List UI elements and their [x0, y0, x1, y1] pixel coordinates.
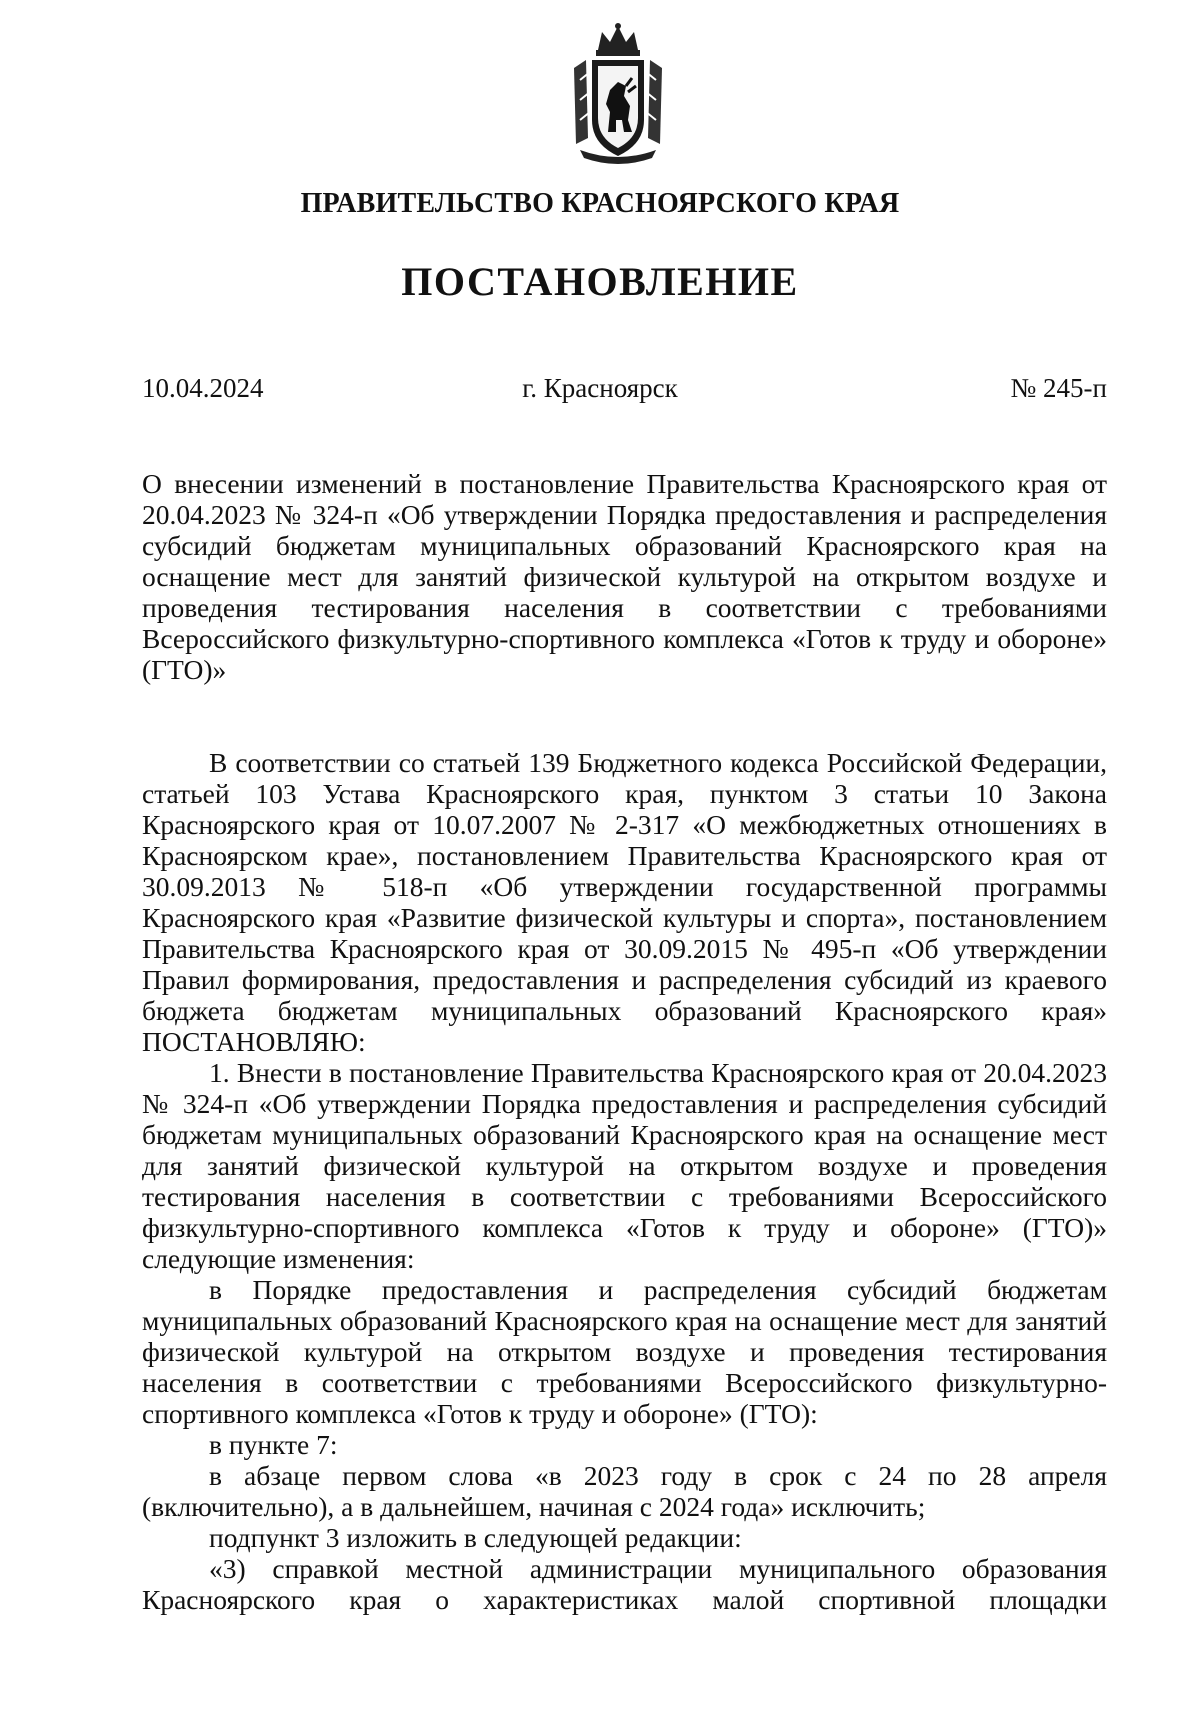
- document-date: 10.04.2024: [142, 373, 264, 403]
- document-number: № 245-п: [1010, 373, 1107, 403]
- preamble-paragraph: В соответствии со статьей 139 Бюджетного кодекса Российской Федерации, статьей 103 Устава Красноярского края, пунктом 3 статьи 10 Закона Красноярского края от 10.07.2007 № 2-317 «О межбюджетных отношениях в Красноярском крае», постановлением Правительства Красноярского края от 30.09.2013 № 518-п «Об утверждении государственной программы Красноярского края «Развитие физической культуры и спорта», постановлением Правительства Красноярского края от 30.09.2015 № 495-п «Об утверждении Правил формирования, предоставления и распределения субсидий из краевого бюджета бюджетам муниципальных образований Красноярского края» ПОСТАНОВЛЯЮ:: [142, 747, 1107, 1057]
- subitem-3-intro: подпункт 3 изложить в следующей редакции:: [209, 1522, 742, 1553]
- coat-of-arms-icon: [566, 20, 670, 164]
- clause-1-paragraph: 1. Внести в постановление Правительства Красноярского края от 20.04.2023 № 324-п «Об утверждении Порядка предоставления и распределения субсидий бюджетам муниципальных образований Красноярского края на оснащение мест для занятий физической культурой на открытом воздухе и проведения тестирования населения в соответствии с требованиями Всероссийского физкультурно-спортивного комплекса «Готов к труду и обороне» (ГТО)» следующие изменения:: [142, 1057, 1107, 1274]
- organization-name: ПРАВИТЕЛЬСТВО КРАСНОЯРСКОГО КРАЯ: [300, 188, 900, 219]
- item-7-paragraph: в пункте 7:: [209, 1429, 338, 1460]
- subitem-3-text: «3) справкой местной администрации муниципального образования Красноярского края о характеристиках малой спортивной площадки: [142, 1553, 1107, 1615]
- paragraph-first-amendment: в абзаце первом слова «в 2023 году в срок с 24 по 28 апреля (включительно), а в дальнейшем, начиная с 2024 года» исключить;: [142, 1460, 1107, 1522]
- procedure-paragraph: в Порядке предоставления и распределения субсидий бюджетам муниципальных образований Красноярского края на оснащение мест для занятий физической культурой на открытом воздухе и проведения тестирования населения в соответствии с требованиями Всероссийского физкультурно-спортивного комплекса «Готов к труду и обороне» (ГТО):: [142, 1274, 1107, 1429]
- spacer: [142, 716, 1107, 747]
- document-title: О внесении изменений в постановление Правительства Красноярского края от 20.04.2023 № 324-п «Об утверждении Порядка предоставления и распределения субсидий бюджетам муниципальных образований Красноярского края на оснащение мест для занятий физической культурой на открытом воздухе и проведения тестирования населения в соответствии с требованиями Всероссийского физкультурно-спортивного комплекса «Готов к труду и обороне» (ГТО)»: [142, 468, 1107, 685]
- document-type-heading: ПОСТАНОВЛЕНИЕ: [401, 259, 799, 304]
- document-body: [142, 468, 1107, 1615]
- document-city: г. Красноярск: [522, 373, 678, 403]
- spacer: [142, 685, 1107, 716]
